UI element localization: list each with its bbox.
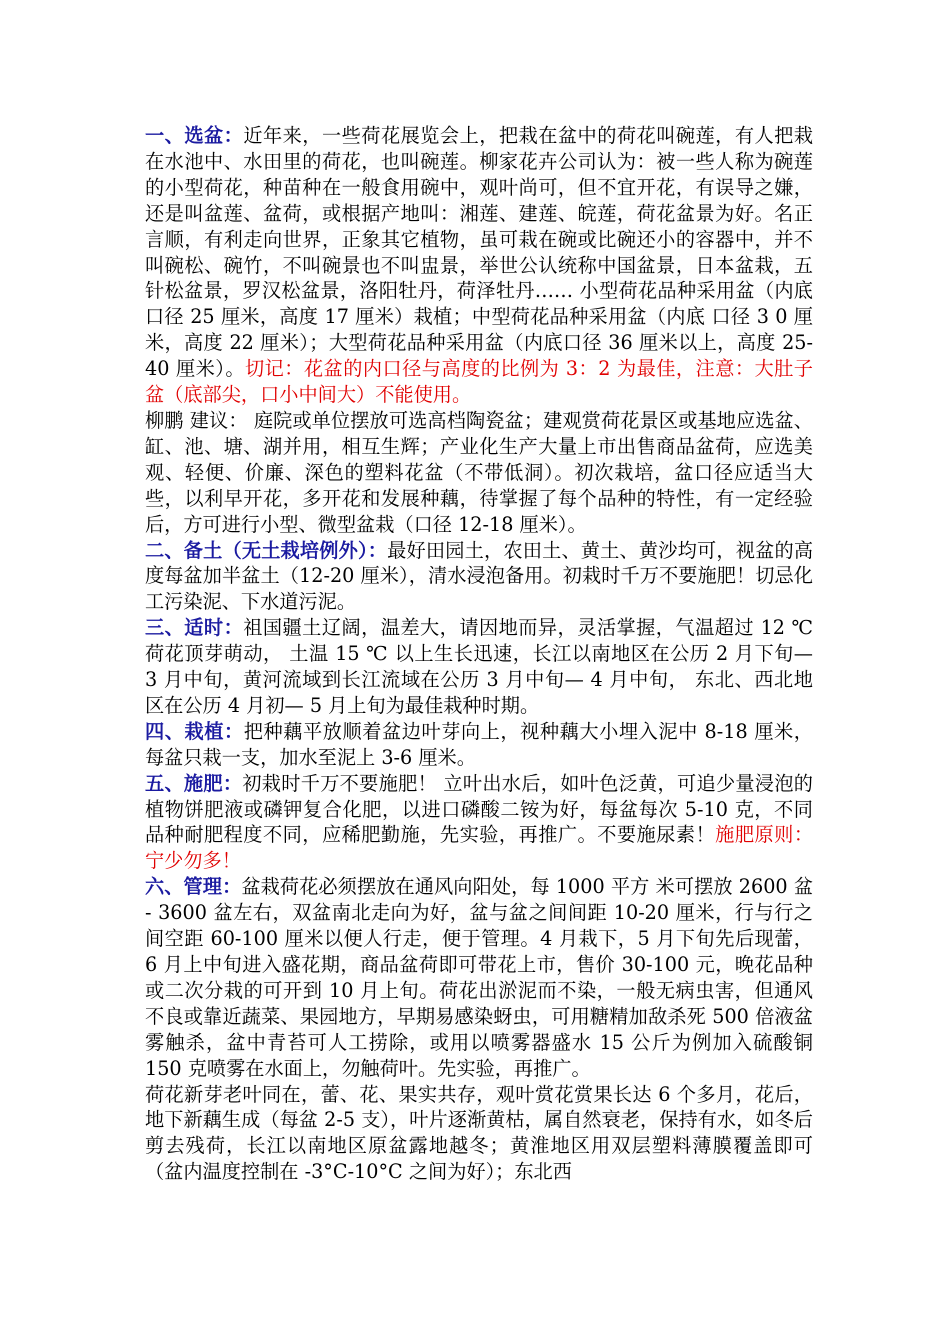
- section-management: [145, 874, 813, 1081]
- warning-text: 切记：花盆的内口径与高度的比例为 3：2 为最佳，注意：大肚子盆（底部尖，口小中间大）不能使用。: [145, 357, 813, 407]
- section-timing: [145, 615, 813, 719]
- section-heading: 五、施肥：: [145, 771, 243, 795]
- section-select-pot: [145, 123, 813, 408]
- section-heading: 二、备土（无土栽培例外）：: [145, 538, 388, 562]
- section-heading: 一、选盆：: [145, 124, 244, 147]
- warning-text: 施肥原则： 宁少勿多！: [145, 823, 814, 873]
- section-body: 盆栽荷花必须摆放在通风向阳处，每 1000 平方 米可摆放 2600 盆 - 3600 盆左右，双盆南北走向为好，盆与盆之间间距 10-20 厘米，行与行之间空距 60-100 厘米以便人行走，便于管理。4 月栽下，5 月下旬先后现蕾， 6 月上中旬进入盛花期，商品盆荷即可带花上市，售价 30-100 元，晚花品种或二次分栽的可开到 10 月上旬。荷花出淤泥而不染，一般无病虫害，但通风不良或靠近蔬菜、果园地方，早期易感染蚜虫，可用糖精加敌杀死 500 倍液盆雾触杀，盆中青苔可人工捞除，或用以喷雾器盛水 15 公斤为例加入硫酸铜 150 克喷雾在水面上，勿触荷叶。先实验，再推广。: [145, 875, 814, 1080]
- section-body: 最好田园土，农田土、黄土、黄沙均可，视盆的高度每盆加半盆土（12-20 厘米），清水浸泡备用。初栽时千万不要施肥！切忌化工污染泥、下水道污泥。: [145, 538, 814, 614]
- section-body: 近年来，一些荷花展览会上，把栽在盆中的荷花叫碗莲，有人把栽在水池中、水田里的荷花，也叫碗莲。柳家花卉公司认为：被一些人称为碗莲的小型荷花，种苗种在一般食用碗中，观叶尚可，但不宜开花，有误导之嫌，还是叫盆莲、盆荷，或根据产地叫：湘莲、建莲、皖莲，荷花盆景为好。名正言顺，有利走向世界，正象其它植物，虽可栽在碗或比碗还小的容器中，并不叫碗松、碗竹，不叫碗景也不叫盅景，举世公认统称中国盆景，日本盆栽，五针松盆景，罗汉松盆景，洛阳牡丹，荷泽牡丹…… 小型荷花品种采用盆（内底口径 25 厘米，高度 17 厘米）栽植；中型荷花品种采用盆（内底 口径 3 0 厘米，高度 22 厘米）；大型荷花品种采用盆（内底口径 36 厘米以上，高度 25-40 厘米）。: [145, 124, 814, 381]
- document-page: [145, 123, 813, 1185]
- advice-paragraph: 柳鹏 建议： 庭院或单位摆放可选高档陶瓷盆；建观赏荷花景区或基地应选盆、缸、池、塘、湖并用，相互生辉；产业化生产大量上市出售商品盆荷，应选美观、轻便、价廉、深色的塑料花盆（不带低洞）。初次栽培，盆口径应适当大些，以利早开花，多开花和发展种藕，待掌握了每个品种的特性，有一定经验后，方可进行小型、微型盆栽（口径 12-18 厘米）。: [145, 408, 813, 536]
- section-heading: 三、适时：: [145, 616, 244, 640]
- section-body: 初栽时千万不要施肥！ 立叶出水后，如叶色泛黄，可追少量浸泡的植物饼肥液或磷钾复合化肥，以进口磷酸二铵为好，每盆每次 5-10 克，不同品种耐肥程度不同，应稀肥勤施，先实验，再推广。不要施尿素！: [145, 771, 813, 847]
- section-planting: [145, 719, 813, 771]
- section-body: 把种藕平放顺着盆边叶芽向上，视种藕大小埋入泥中 8-18 厘米，每盆只栽一支，加水至泥上 3-6 厘米。: [145, 719, 813, 769]
- section-fertilizing: [145, 771, 813, 875]
- closing-paragraph: 荷花新芽老叶同在，蕾、花、果实共存，观叶赏花赏果长达 6 个多月，花后，地下新藕生成（每盆 2-5 支），叶片逐渐黄枯，属自然衰老，保持有水，如冬后剪去残荷，长江以南地区原盆露地越冬；黄淮地区用双层塑料薄膜覆盖即可（盆内温度控制在 -3°C-10°C 之间为好）；东北西: [145, 1082, 813, 1184]
- section-soil: [145, 538, 813, 616]
- section-heading: 六、管理：: [145, 875, 242, 899]
- section-heading: 四、栽植：: [145, 719, 244, 743]
- section-body: 祖国疆土辽阔，温差大，请因地而异，灵活掌握，气温超过 12 ℃ 荷花顶芽萌动， 土温 15 ℃ 以上生长迅速，长江以南地区在公历 2 月下旬— 3 月中旬，黄河流域到长江流域在公历 3 月中旬— 4 月中旬， 东北、西北地区在公历 4 月初— 5 月上旬为最佳栽种时期。: [145, 616, 814, 717]
